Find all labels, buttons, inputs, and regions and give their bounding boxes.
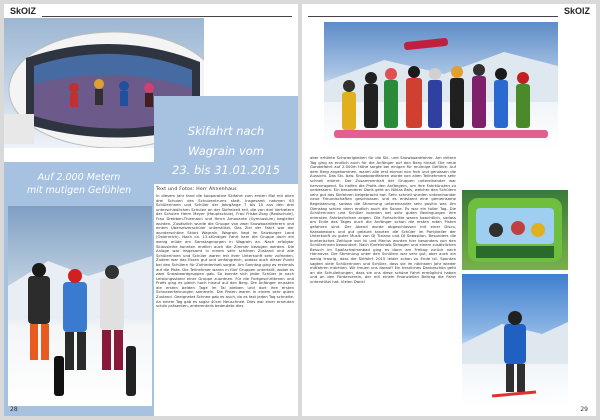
header-rule-right: [308, 16, 558, 17]
article-title-line-1: Skifahrt nach: [187, 124, 265, 138]
article-title-line-2: Wagrain vom: [187, 144, 265, 158]
page-number-left: 28: [10, 406, 18, 413]
header-rule: [42, 16, 292, 17]
byline: Text und Fotos: Herr Ahnenhaus: [156, 187, 237, 192]
group-photo: [324, 22, 558, 150]
left-page: [4, 4, 298, 416]
page-number-right: 29: [580, 406, 588, 413]
snowboarders-photo: [8, 206, 152, 406]
article-title-line-3: 23. bis 31.01.2015: [172, 163, 280, 177]
right-page: [302, 4, 596, 416]
article-title-box: [154, 96, 298, 184]
headline-line-1: Auf 2.000 Metern: [37, 172, 121, 183]
headline-line-2: mit mutigen Gefühlen: [26, 185, 132, 196]
gondola-photo: [462, 190, 568, 270]
article-body-left: In diesem Jahr fand die kooperative Skifahrt zum ersten Mal mit allen drei Schulen des Schulzentrums statt. Insgesamt nahmen 63 Schülerinnen und Schüler der Jahrgänge 7 bis 10 aus den drei unterschiedlichen Schulen an der Skifreizeit teil, die von drei Vertretern der Schulen Herrn Meyer (Hauptschule), Frau Frisbe-Zorg (Realschule), Frau Drebben-Thiemann und Herrn Amonante (Gymnasium) begleitet wurden. Zusätzlich wurde die Gruppe von zwei Snowboardlehrern und einem Übersetzerschüler unterstützt. Das Ziel der Fahrt war der wunderschöne Skiort Wagrain, Wagrain liegt im Salzburger Land (Österreich). Nach ca. 13-stündiger Fahrt kam die Gruppe doch ein wenig müde am Samstagmorgen in Wagrain an. Nach erfolgter Skiausleihe konnten endlich auch die Zimmer bezogen werden. Die Anlage war insgesamt in einem sehr schönen Zustand und alle Schülerinnen und Schüler waren mit ihrer Unterkunft sehr zufrieden. Zudem war das Essen gut und umfangreich, sodass auch dieser Punkt bei den Schülern für Zufriedenheit sorgte. Am Sonntag ging es erstmals auf die Piste. Die Teilnehmer waren in fünf Gruppen unterteilt, wobei es zwei Snowboardgruppen gab. So konnte sich jeder Schüler je nach Leistungsstand einer Gruppe zuordnen. Für die Fortgeschrittenen und Profis ging es gleich hoch hinauf auf den Berg. Die Anfänger mussten die ersten beiden Tage im Tal bleiben und dort ihre ersten Schneeerfahrungen sammeln. Die Pisten waren in einem sehr guten Zustand. Geeignetet Schnee gab es auch, da es fast jeden Tag schneite. An einem Tag gab es sogar 40cm Neuschnee. Dies war einer erneuten schön präsenten, anderenteils bedeutete dies: [156, 194, 294, 309]
magazine-header: SkOlZ: [10, 6, 37, 16]
magazine-header-right: SkOlZ: [563, 6, 590, 16]
headline: [8, 171, 150, 197]
skier-photo: [462, 274, 568, 406]
article-body-right: aber erhöhte Schwierigkeiten für die Ski- und Snowboardfahrer. Am dritten Tag ging es endlich auch für die Anfänger auf den Berg hinauf. Die neue Gondelfahrt auf 2.000m Höhe sorgte bei einigen für mulmige Gefühle. Auf dem Berg angekommen, waren alle erst einmal von froh und genossen die Aussicht. Das Ski- bzw. Snowboardfahren wurde von allen Teilnehmern sehr schnell erlernt. Der Zusammenhalt der Gruppen untereinander war hervorragend. So halfen die Profis den Anfängern, um ihre Fahrkünsten zu verbessern. Ein besonderer Dank geht an Niklas Bals, welcher den Schülern sehr gut das Skifahren beigebracht hat. Sehr schnell wurden untereinander neue Freundschaften geschlossen und es entstand eine gemeinsame Begeisterung, sodass die Stimmung untereinander sehr positiv war. Am Dienstag schien dann endlich auch die Sonne. Es war ein toller Tag. Die Schülerinnen und Schüler konnten bei sehr guten Bedingungen ihre erlernten Fahrtechniken zeigen. Die Fortschritte waren beachtlich, sodass am Ende des Tages auch die Anfänger schon die ersten roten Pisten gefahren sind. Der Abend wurde abgeschlossen mit einer Disco, Karaokestars und gut gelaunt tanzten die Schüler im Partykeller der Unterkunft zu guter Musik von DJ Tiziano und DJ Sebastian. Besonders die bunterisches Zeitlupe von Ivi und Marius wurden hier besonders von den Schülerinnen bewundert. Nach fünfeinhalb Skitagen und einem zusätzlichen Besuch im Spaßschwimmbad ging es dann am Freitag zurück nach Hannover. Die Stimmung unter den Schülern war sehr gut, aber auch ein wenig traurig, dass die Skifahrt 2015 leider schon zu Ende ist. Spontan sagten viele Schülerinnen und Schüler, dass sie im nächsten Jahr wieder mitfahren möchten. Wir freuen uns darauf! Ein herzliches Dankeschön geht an die Schulleitungen, dass sie uns diese schöne Fahrt ermöglicht haben und an den Förderverein, der mit einem finanziellen Beitrag die Fahrt unterstützt hat. Vielen Dank!: [310, 156, 456, 285]
